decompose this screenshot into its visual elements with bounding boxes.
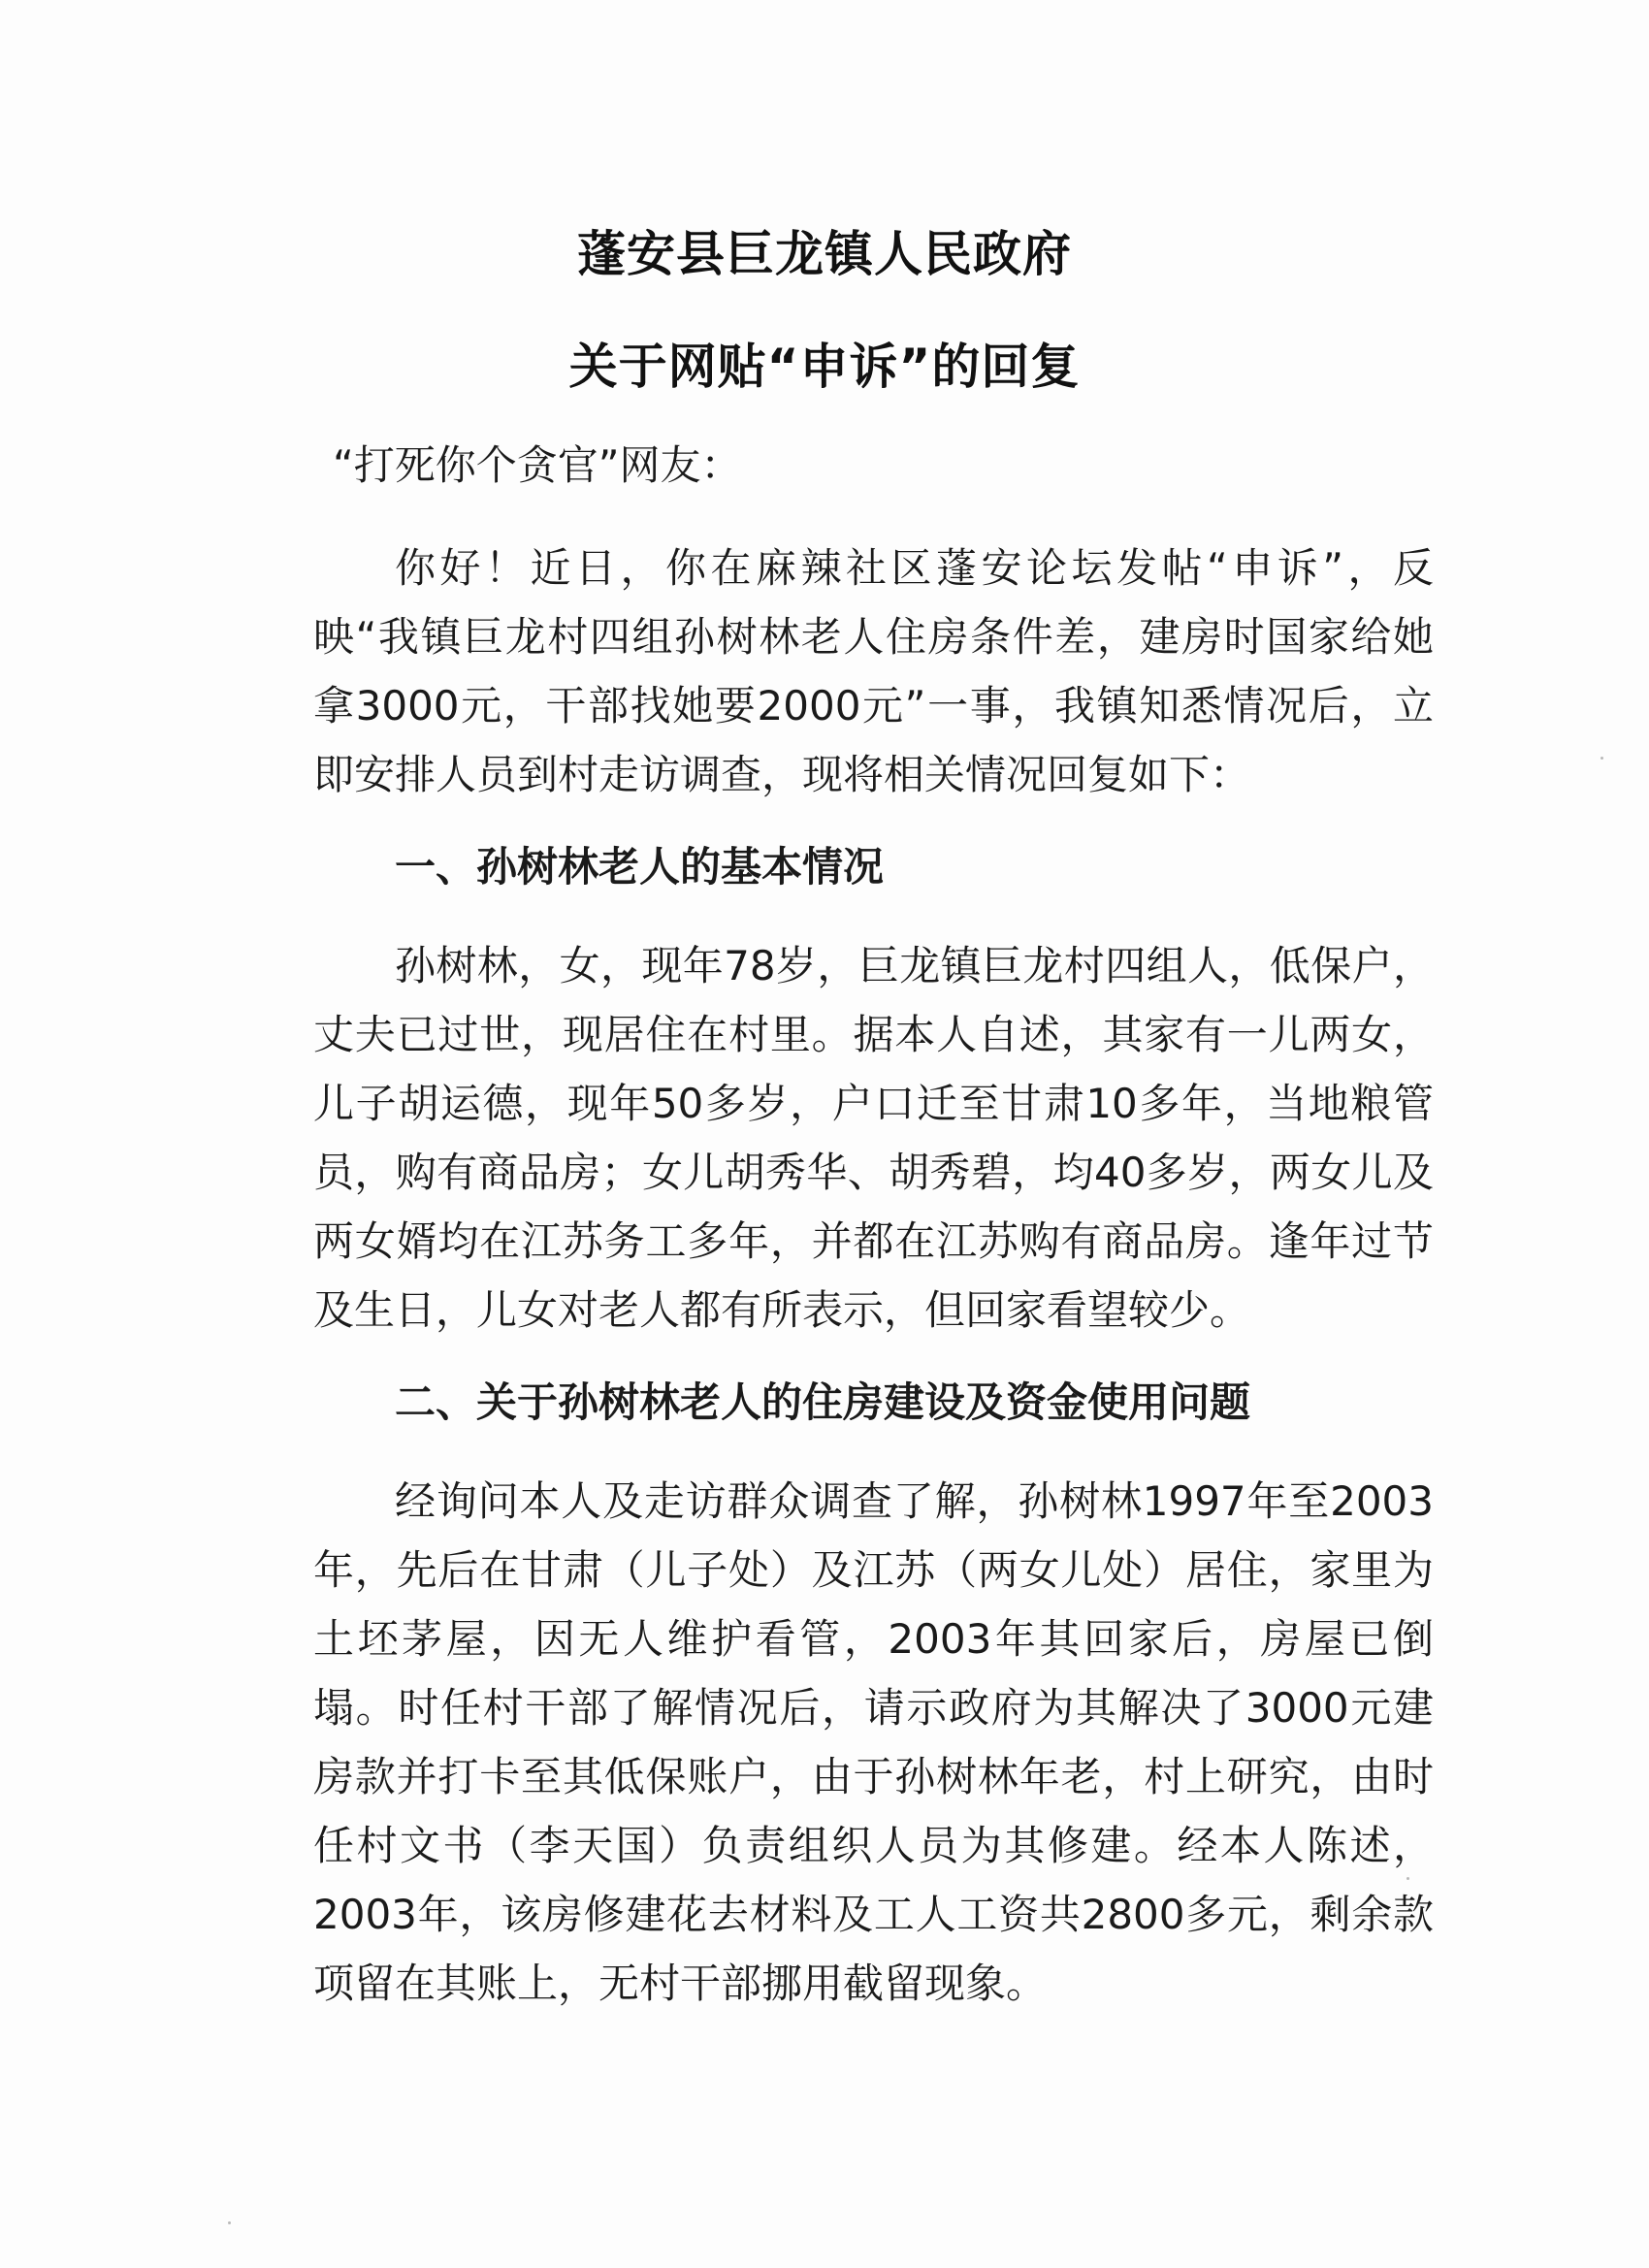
section1-paragraph: 孙树林，女，现年78岁，巨龙镇巨龙村四组人，低保户，丈夫已过世，现居住在村里。据本人自述，其家有一儿两女，儿子胡运德，现年50多岁，户口迁至甘肃10多年，当地粮管员，购有商品房；女儿胡秀华、胡秀碧，均40多岁，两女儿及两女婿均在江苏务工多年，并都在江苏购有商品房。逢年过节及生日，儿女对老人都有所表示，但回家看望较少。 bbox=[313, 942, 1434, 1334]
document-title-line1: 蓬安县巨龙镇人民政府 bbox=[577, 226, 1072, 282]
intro-paragraph: 你好！近日，你在麻辣社区蓬安论坛发帖“申诉”，反映“我镇巨龙村四组孙树林老人住房条件差，建房时国家给她拿3000元，干部找她要2000元”一事，我镇知悉情况后，立即安排人员到村走访调查，现将相关情况回复如下： bbox=[313, 544, 1434, 798]
section1-heading: 一、孙树林老人的基本情况 bbox=[395, 843, 885, 891]
scan-speck bbox=[1600, 757, 1603, 760]
document-body bbox=[313, 427, 1434, 2047]
scan-speck bbox=[1406, 1877, 1409, 1880]
scan-speck bbox=[228, 2221, 231, 2224]
greeting: “打死你个贪官”网友： bbox=[333, 441, 742, 489]
section2-paragraph: 经询问本人及走访群众调查了解，孙树林1997年至2003年，先后在甘肃（儿子处）及江苏（两女儿处）居住，家里为土坯茅屋，因无人维护看管，2003年其回家后，房屋已倒塌。时任村干部了解情况后，请示政府为其解决了3000元建房款并打卡至其低保账户，由于孙树林年老，村上研究，由时任村文书（李天国）负责组织人员为其修建。经本人陈述，2003年，该房修建花去材料及工人工资共2800多元，剩余款项留在其账上，无村干部挪用截留现象。 bbox=[313, 1477, 1434, 2007]
document-title-line2: 关于网贴“申诉”的回复 bbox=[568, 339, 1081, 395]
section2-heading: 二、关于孙树林老人的住房建设及资金使用问题 bbox=[395, 1378, 1251, 1426]
